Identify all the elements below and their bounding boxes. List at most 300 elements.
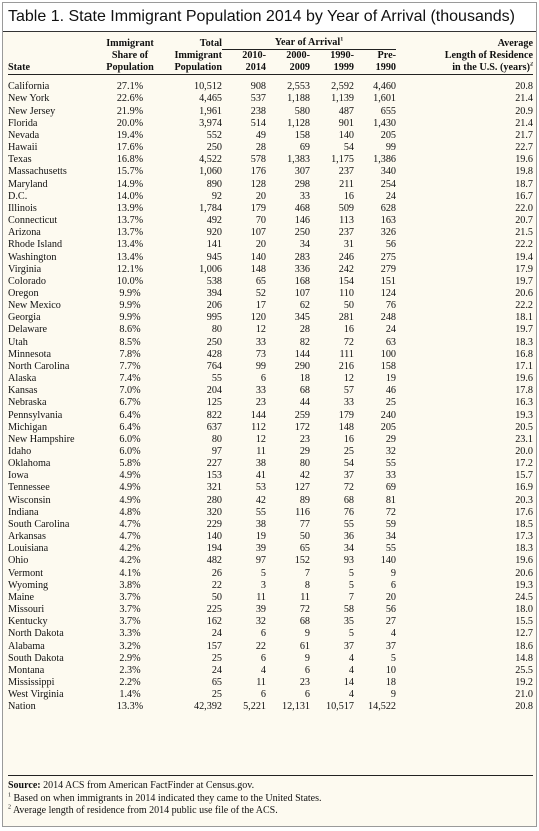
cell-state: Oregon <box>8 287 39 299</box>
cell-arrived-1990-1999: 36 <box>343 531 354 543</box>
cell-arrived-pre-1990: 140 <box>380 555 397 567</box>
cell-share: 10.0% <box>116 275 144 287</box>
cell-state: Louisiana <box>8 543 49 555</box>
cell-arrived-2010-2014: 179 <box>250 202 266 214</box>
cell-arrived-2010-2014: 5 <box>260 567 266 579</box>
cell-arrived-1990-1999: 16 <box>343 324 354 336</box>
cell-arrived-pre-1990: 655 <box>380 105 397 117</box>
cell-arrived-2000-2009: 28 <box>299 324 310 336</box>
cell-arrived-2000-2009: 12,131 <box>281 701 310 713</box>
cell-avg-residence: 18.5 <box>515 518 534 530</box>
cell-share: 15.7% <box>116 166 144 178</box>
cell-state: Illinois <box>8 202 37 214</box>
cell-state: West Virginia <box>8 689 64 701</box>
footnote-marker-1: 1 <box>340 37 344 43</box>
cell-total: 394 <box>206 287 222 299</box>
cell-total: 24 <box>211 664 222 676</box>
cell-avg-residence: 22.2 <box>515 239 534 251</box>
cell-share: 13.3% <box>116 701 144 713</box>
period-header-2010: 2010- <box>242 50 266 62</box>
cell-share: 8.6% <box>119 324 141 336</box>
table-footer <box>8 775 533 818</box>
cell-arrived-pre-1990: 124 <box>380 287 397 299</box>
cell-avg-residence: 18.3 <box>515 543 534 555</box>
table-row <box>8 179 533 191</box>
cell-share: 13.7% <box>116 215 144 227</box>
cell-state: Pennsylvania <box>8 409 63 421</box>
cell-arrived-2010-2014: 32 <box>255 616 266 628</box>
cell-arrived-pre-1990: 4,460 <box>373 81 397 93</box>
cell-share: 3.2% <box>119 640 141 652</box>
cell-arrived-2010-2014: 22 <box>255 640 266 652</box>
cell-arrived-pre-1990: 9 <box>390 567 397 579</box>
cell-total: 65 <box>211 676 222 688</box>
cell-state: Iowa <box>8 470 29 482</box>
table-row <box>8 628 533 640</box>
cell-arrived-2000-2009: 172 <box>294 421 310 433</box>
year-of-arrival-header <box>222 37 396 50</box>
cell-share: 3.7% <box>119 604 141 616</box>
cell-state: Idaho <box>8 446 32 457</box>
cell-arrived-2010-2014: 537 <box>250 93 266 105</box>
cell-arrived-1990-1999: 93 <box>343 555 354 567</box>
cell-share: 13.7% <box>116 227 144 239</box>
cell-state: Virginia <box>8 263 42 275</box>
cell-avg-residence: 16.7 <box>515 190 534 202</box>
cell-share: 12.1% <box>116 263 144 275</box>
cell-avg-residence: 20.5 <box>515 421 534 433</box>
cell-total: 206 <box>206 300 222 312</box>
cell-arrived-2000-2009: 580 <box>294 105 310 117</box>
table-row <box>8 142 533 154</box>
cell-share: 4.9% <box>119 482 141 494</box>
cell-state: Washington <box>8 251 57 263</box>
cell-avg-residence: 17.9 <box>515 263 534 275</box>
cell-arrived-2010-2014: 42 <box>255 494 266 506</box>
cell-arrived-2010-2014: 6 <box>260 628 266 640</box>
cell-total: 920 <box>206 227 222 239</box>
cell-arrived-2010-2014: 52 <box>255 287 266 299</box>
cell-total: 50 <box>211 591 222 603</box>
cell-share: 13.9% <box>116 202 144 214</box>
cell-arrived-pre-1990: 72 <box>385 506 397 518</box>
cell-arrived-pre-1990: 205 <box>380 129 397 141</box>
cell-arrived-2000-2009: 144 <box>294 348 310 360</box>
cell-arrived-pre-1990: 14,522 <box>368 701 397 713</box>
cell-arrived-pre-1990: 20 <box>385 591 397 603</box>
cell-arrived-pre-1990: 6 <box>390 579 397 591</box>
cell-arrived-2010-2014: 19 <box>255 531 266 543</box>
table-row <box>8 324 533 336</box>
cell-arrived-2000-2009: 6 <box>304 689 310 701</box>
table-row <box>8 543 533 555</box>
table-row <box>8 81 533 93</box>
cell-avg-residence: 22.7 <box>515 142 534 154</box>
share-header-line-3: Population <box>100 62 160 75</box>
table-row <box>8 288 533 300</box>
cell-avg-residence: 19.3 <box>515 579 534 591</box>
cell-arrived-1990-1999: 72 <box>343 336 354 348</box>
cell-arrived-1990-1999: 54 <box>343 458 354 470</box>
cell-share: 6.0% <box>119 433 141 445</box>
cell-arrived-2010-2014: 41 <box>255 470 266 482</box>
cell-total: 1,784 <box>199 202 222 214</box>
cell-avg-residence: 21.4 <box>515 93 534 105</box>
cell-arrived-pre-1990: 99 <box>385 142 397 154</box>
cell-share: 4.9% <box>119 470 141 482</box>
cell-arrived-2000-2009: 80 <box>299 458 310 470</box>
cell-total: 637 <box>206 421 222 433</box>
cell-arrived-2010-2014: 12 <box>255 433 266 445</box>
table-row <box>8 166 533 178</box>
cell-total: 22 <box>211 579 222 591</box>
cell-state: Michigan <box>8 421 48 433</box>
cell-total: 250 <box>206 142 222 154</box>
cell-arrived-1990-1999: 216 <box>338 360 354 372</box>
cell-state: South Dakota <box>8 652 64 664</box>
cell-share: 7.4% <box>119 373 141 385</box>
cell-arrived-2010-2014: 144 <box>250 409 266 421</box>
table-row <box>8 93 533 105</box>
footnote-2-text: Average length of residence from 2014 public use file of the ACS. <box>11 805 278 816</box>
cell-share: 14.0% <box>116 190 144 202</box>
cell-state: Maryland <box>8 178 48 190</box>
cell-arrived-pre-1990: 326 <box>380 227 397 239</box>
cell-arrived-2010-2014: 49 <box>255 129 266 141</box>
cell-arrived-2000-2009: 290 <box>294 360 310 372</box>
cell-arrived-pre-1990: 240 <box>380 409 397 421</box>
cell-arrived-2000-2009: 44 <box>299 397 310 409</box>
cell-arrived-2000-2009: 89 <box>299 494 310 506</box>
cell-arrived-2000-2009: 8 <box>304 579 310 591</box>
cell-arrived-2010-2014: 514 <box>250 117 266 129</box>
header-row-2 <box>8 50 533 63</box>
cell-arrived-pre-1990: 279 <box>380 263 397 275</box>
cell-share: 6.7% <box>119 397 141 409</box>
cell-state: Vermont <box>8 567 44 579</box>
cell-arrived-2010-2014: 12 <box>255 324 266 336</box>
cell-state: New York <box>8 93 50 105</box>
cell-avg-residence: 20.6 <box>515 567 534 579</box>
cell-state: Oklahoma <box>8 458 51 470</box>
table-row <box>8 385 533 397</box>
cell-arrived-2000-2009: 116 <box>295 506 310 518</box>
table-row <box>8 470 533 482</box>
cell-state: Missouri <box>8 604 45 616</box>
cell-arrived-2000-2009: 68 <box>299 616 310 628</box>
cell-arrived-1990-1999: 509 <box>338 202 354 214</box>
cell-arrived-2000-2009: 62 <box>299 300 310 312</box>
cell-arrived-pre-1990: 81 <box>385 494 397 506</box>
table-row <box>8 239 533 251</box>
table-row <box>8 434 533 446</box>
cell-arrived-2010-2014: 148 <box>250 263 266 275</box>
cell-avg-residence: 20.8 <box>515 701 534 713</box>
cell-arrived-1990-1999: 72 <box>343 482 354 494</box>
cell-share: 3.7% <box>119 591 141 603</box>
cell-arrived-pre-1990: 340 <box>380 166 397 178</box>
cell-arrived-2000-2009: 283 <box>294 251 310 263</box>
cell-total: 42,392 <box>193 701 222 713</box>
cell-total: 25 <box>211 689 222 701</box>
cell-share: 7.0% <box>119 385 141 397</box>
cell-share: 13.4% <box>116 251 144 263</box>
cell-state: Nation <box>8 701 36 713</box>
cell-arrived-pre-1990: 33 <box>385 470 397 482</box>
table-row <box>8 495 533 507</box>
cell-arrived-1990-1999: 35 <box>343 616 354 628</box>
period-header-1990: 1990 <box>354 62 396 75</box>
cell-arrived-1990-1999: 154 <box>338 275 354 287</box>
cell-total: 141 <box>206 239 222 251</box>
cell-arrived-2010-2014: 23 <box>255 397 266 409</box>
table-row <box>8 373 533 385</box>
cell-state: Kentucky <box>8 616 48 628</box>
cell-total: 194 <box>206 543 222 555</box>
period-header-1999: 1999 <box>310 62 354 75</box>
total-header-line-2: Immigrant <box>174 50 222 62</box>
table-row <box>8 604 533 616</box>
avg-header-line-1: Average <box>497 37 534 49</box>
table-body <box>8 81 533 713</box>
cell-arrived-pre-1990: 628 <box>380 202 397 214</box>
table-row <box>8 215 533 227</box>
footnote-2 <box>8 805 533 818</box>
cell-share: 4.1% <box>119 567 141 579</box>
table-row <box>8 276 533 288</box>
cell-total: 80 <box>211 433 222 445</box>
cell-arrived-2000-2009: 23 <box>299 676 310 688</box>
cell-state: Maine <box>8 591 35 603</box>
table-row <box>8 191 533 203</box>
footnote-marker-2: 2 <box>530 62 534 68</box>
cell-arrived-pre-1990: 56 <box>385 239 397 251</box>
cell-arrived-1990-1999: 5 <box>348 579 354 591</box>
cell-state: Hawaii <box>8 142 38 154</box>
cell-arrived-2000-2009: 107 <box>294 287 310 299</box>
table-row <box>8 568 533 580</box>
cell-arrived-1990-1999: 211 <box>339 178 354 190</box>
cell-arrived-2010-2014: 112 <box>251 421 266 433</box>
cell-avg-residence: 20.3 <box>515 494 534 506</box>
cell-state: Mississippi <box>8 676 55 688</box>
cell-arrived-1990-1999: 54 <box>343 142 354 154</box>
cell-arrived-2000-2009: 33 <box>299 190 310 202</box>
cell-total: 1,006 <box>199 263 222 275</box>
period-header-2009: 2009 <box>266 62 310 75</box>
cell-arrived-2010-2014: 65 <box>255 275 266 287</box>
cell-arrived-1990-1999: 4 <box>348 652 354 664</box>
cell-arrived-pre-1990: 24 <box>385 324 397 336</box>
cell-arrived-1990-1999: 68 <box>343 494 354 506</box>
cell-arrived-1990-1999: 57 <box>343 385 354 397</box>
cell-arrived-2010-2014: 73 <box>255 348 266 360</box>
cell-arrived-1990-1999: 179 <box>338 409 354 421</box>
cell-share: 3.7% <box>119 616 141 628</box>
cell-arrived-2010-2014: 6 <box>260 689 266 701</box>
cell-share: 20.0% <box>116 117 144 129</box>
cell-avg-residence: 16.9 <box>515 482 534 494</box>
table-row <box>8 665 533 677</box>
cell-avg-residence: 19.4 <box>515 251 534 263</box>
cell-total: 25 <box>211 652 222 664</box>
cell-total: 764 <box>206 360 222 372</box>
cell-arrived-1990-1999: 10,517 <box>325 701 354 713</box>
year-of-arrival-label: Year of Arrival <box>274 37 341 48</box>
cell-arrived-pre-1990: 59 <box>385 518 397 530</box>
cell-arrived-2010-2014: 33 <box>255 336 266 348</box>
cell-total: 321 <box>206 482 222 494</box>
cell-avg-residence: 20.0 <box>515 446 534 457</box>
table-row <box>8 519 533 531</box>
cell-total: 97 <box>211 446 222 457</box>
cell-total: 55 <box>211 373 222 385</box>
table-row <box>8 118 533 130</box>
cell-avg-residence: 17.6 <box>515 506 534 518</box>
table-row <box>8 300 533 312</box>
cell-share: 4.7% <box>119 531 141 543</box>
cell-arrived-2000-2009: 82 <box>299 336 310 348</box>
cell-state: Georgia <box>8 312 41 324</box>
cell-total: 1,060 <box>199 166 222 178</box>
source-label: Source: <box>8 780 41 791</box>
cell-avg-residence: 21.5 <box>515 227 534 239</box>
table-row <box>8 154 533 166</box>
cell-share: 21.9% <box>116 105 144 117</box>
table-row <box>8 312 533 324</box>
share-header-line-1: Immigrant <box>106 37 154 49</box>
cell-arrived-1990-1999: 242 <box>338 263 354 275</box>
footnote-1 <box>8 793 533 806</box>
cell-share: 7.7% <box>119 360 141 372</box>
cell-share: 9.9% <box>119 312 141 324</box>
immigrant-population-table <box>8 37 533 713</box>
cell-arrived-1990-1999: 34 <box>343 543 354 555</box>
cell-arrived-pre-1990: 1,601 <box>373 93 397 105</box>
cell-arrived-2010-2014: 38 <box>255 518 266 530</box>
cell-arrived-pre-1990: 37 <box>385 640 397 652</box>
cell-arrived-pre-1990: 1,430 <box>373 117 397 129</box>
cell-arrived-1990-1999: 1,139 <box>331 93 354 105</box>
table-row <box>8 592 533 604</box>
table-row <box>8 701 533 713</box>
cell-arrived-1990-1999: 281 <box>338 312 354 324</box>
cell-state: Massachusetts <box>8 166 67 178</box>
cell-state: Alaska <box>8 373 37 385</box>
footnote-1-mark: 1 <box>8 792 11 799</box>
cell-arrived-2010-2014: 5,221 <box>243 701 266 713</box>
cell-avg-residence: 17.1 <box>515 360 534 372</box>
cell-arrived-2010-2014: 11 <box>256 676 266 688</box>
cell-arrived-2000-2009: 1,383 <box>287 154 310 166</box>
cell-arrived-2000-2009: 11 <box>300 591 310 603</box>
cell-total: 890 <box>206 178 222 190</box>
cell-arrived-2000-2009: 65 <box>299 543 310 555</box>
cell-share: 3.3% <box>119 628 141 640</box>
cell-arrived-pre-1990: 25 <box>385 397 397 409</box>
cell-arrived-pre-1990: 19 <box>385 373 397 385</box>
cell-arrived-2010-2014: 140 <box>250 251 266 263</box>
cell-arrived-2000-2009: 1,128 <box>287 117 310 129</box>
cell-total: 229 <box>206 518 222 530</box>
cell-arrived-2010-2014: 20 <box>255 239 266 251</box>
table-row <box>8 555 533 567</box>
cell-avg-residence: 15.5 <box>515 616 534 628</box>
cell-avg-residence: 18.1 <box>515 312 534 324</box>
cell-arrived-2000-2009: 336 <box>294 263 310 275</box>
cell-avg-residence: 21.4 <box>515 117 534 129</box>
cell-arrived-2010-2014: 6 <box>260 373 266 385</box>
table-row <box>8 203 533 215</box>
table-row <box>8 580 533 592</box>
cell-arrived-pre-1990: 27 <box>385 616 397 628</box>
cell-total: 227 <box>206 458 222 470</box>
cell-arrived-pre-1990: 69 <box>385 482 397 494</box>
cell-arrived-2010-2014: 53 <box>255 482 266 494</box>
cell-arrived-pre-1990: 56 <box>385 604 397 616</box>
cell-total: 822 <box>206 409 222 421</box>
cell-share: 2.3% <box>119 664 141 676</box>
cell-share: 7.8% <box>119 348 141 360</box>
cell-state: North Carolina <box>8 360 70 372</box>
cell-state: Delaware <box>8 324 48 336</box>
cell-arrived-2000-2009: 9 <box>304 628 310 640</box>
cell-total: 125 <box>206 397 222 409</box>
table-row <box>8 264 533 276</box>
cell-arrived-1990-1999: 246 <box>338 251 354 263</box>
cell-arrived-pre-1990: 24 <box>385 190 397 202</box>
cell-total: 24 <box>211 628 222 640</box>
cell-arrived-2010-2014: 70 <box>255 215 266 227</box>
cell-state: D.C. <box>8 190 28 202</box>
cell-arrived-2000-2009: 77 <box>299 518 310 530</box>
cell-arrived-1990-1999: 12 <box>343 373 354 385</box>
cell-avg-residence: 18.3 <box>515 336 534 348</box>
cell-arrived-2000-2009: 34 <box>299 239 310 251</box>
cell-share: 4.7% <box>119 518 141 530</box>
cell-arrived-2000-2009: 146 <box>294 215 310 227</box>
cell-state: Wisconsin <box>8 494 51 506</box>
table-row <box>8 507 533 519</box>
cell-state: New Hampshire <box>8 433 75 445</box>
table-row <box>8 227 533 239</box>
cell-state: Arizona <box>8 227 41 239</box>
cell-arrived-2000-2009: 1,188 <box>287 93 310 105</box>
table-row <box>8 446 533 458</box>
footnote-2-mark: 2 <box>8 804 11 811</box>
cell-state: New Jersey <box>8 105 56 117</box>
cell-arrived-1990-1999: 901 <box>338 117 354 129</box>
cell-share: 4.2% <box>119 543 141 555</box>
cell-arrived-1990-1999: 37 <box>343 470 354 482</box>
cell-arrived-1990-1999: 76 <box>343 506 354 518</box>
table-row <box>8 653 533 665</box>
cell-arrived-2000-2009: 7 <box>304 567 310 579</box>
cell-share: 22.6% <box>116 93 144 105</box>
cell-total: 162 <box>206 616 222 628</box>
cell-arrived-pre-1990: 63 <box>385 336 397 348</box>
cell-share: 27.1% <box>116 81 144 93</box>
cell-share: 1.4% <box>119 689 141 701</box>
cell-arrived-2010-2014: 6 <box>260 652 266 664</box>
cell-state: Arkansas <box>8 531 46 543</box>
state-header: State <box>8 62 100 75</box>
cell-share: 16.8% <box>116 154 144 166</box>
cell-share: 6.4% <box>119 421 141 433</box>
cell-avg-residence: 21.0 <box>515 689 534 701</box>
cell-total: 945 <box>206 251 222 263</box>
cell-arrived-2000-2009: 468 <box>294 202 310 214</box>
